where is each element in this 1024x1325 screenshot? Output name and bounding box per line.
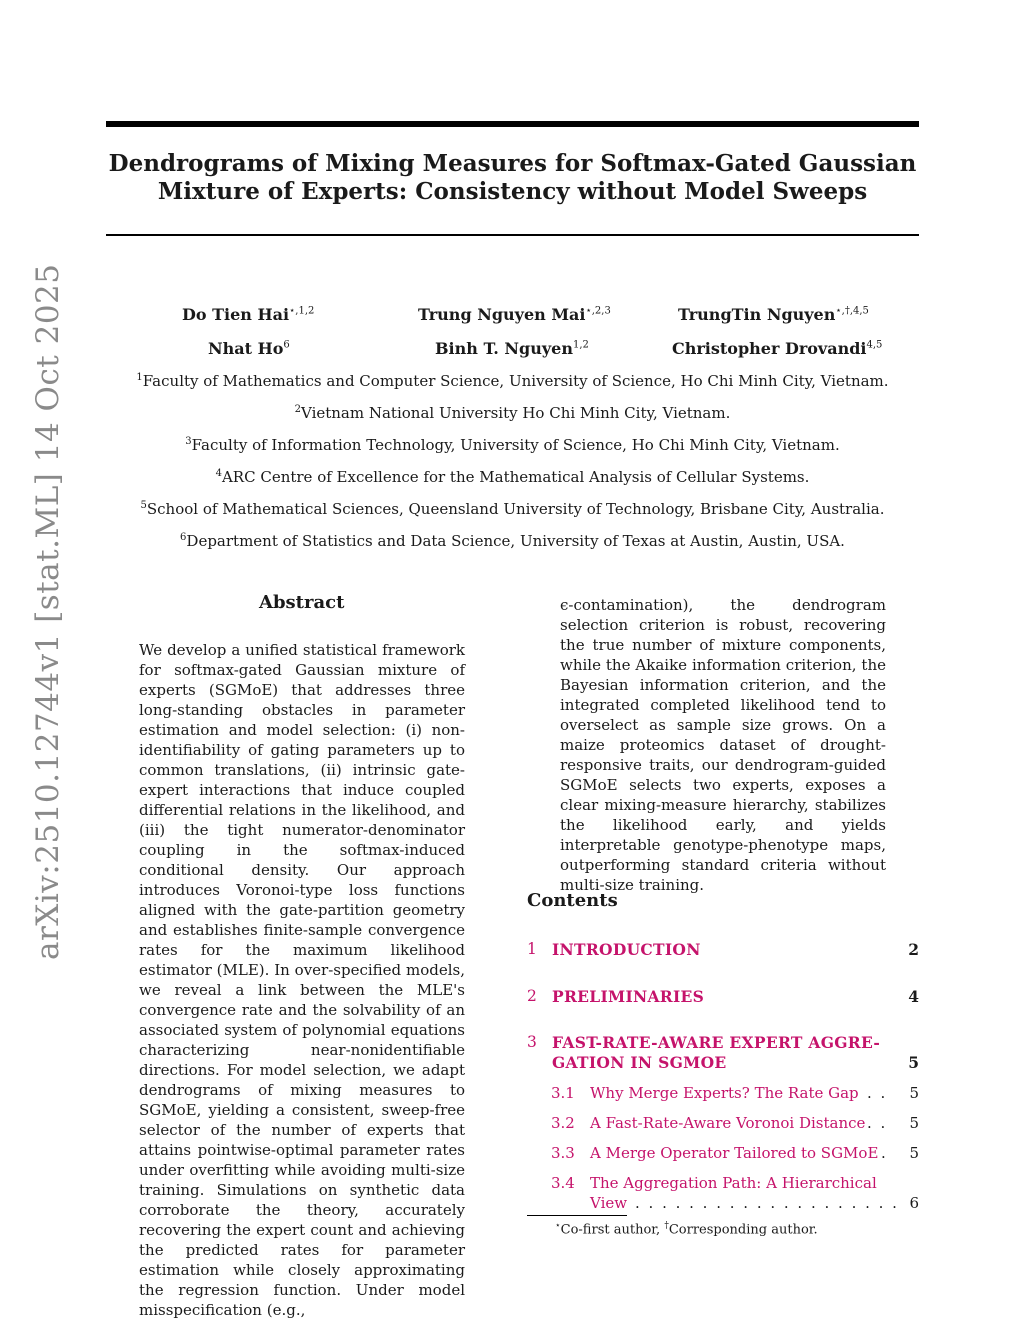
arxiv-identifier-stamp: arXiv:2510.12744v1 [stat.ML] 14 Oct 2025 [30, 263, 66, 960]
author-3-marks: ⋆,†,4,5 [835, 305, 869, 317]
affiliation-6: $^6$Department of Statistics and Data Science, University of Texas at Austin, Austin, USA. [180, 532, 845, 550]
author-5-marks: 1,2 [572, 339, 589, 351]
toc-subsection-3-4[interactable]: 3.4 The Aggregation Path: A Hierarchical View . . . . . . . . . . . . . . . . . . . . 6 [551, 1174, 919, 1212]
abstract-body-right: ϵ-contamination), the dendrogram selection criterion is robust, recovering the true number of mixture components, while the Akaike information criterion, the Bayesian information criterion, and the integrated completed likelihood tend to overselect as sample size grows. On a maize proteomics dataset of drought-responsive traits, our dendrogram-guided SGMoE selects two experts, exposes a clear mixing-measure hierarchy, stabilizes the likelihood early, and yields interpretable genotype-phenotype maps, outperforming standard criteria without multi-size training. [560, 596, 886, 894]
author-5: Binh T. Nguyen$^{1,2}$ [435, 339, 589, 358]
affiliation-1: $^1$Faculty of Mathematics and Computer Science, University of Science, Ho Chi Minh City, Vietnam. [136, 372, 889, 390]
author-1: Do Tien Hai$^{⋆,1,2}$ [182, 305, 315, 324]
abstract-heading: Abstract [259, 592, 345, 613]
abstract-body-left: We develop a unified statistical framework for softmax-gated Gaussian mixture of experts (SGMoE) that addresses three long-standing obstacles in parameter estimation and model selection: (i) non-identifiability of gating parameters up to common translations, (ii) intrinsic gate-expert interactions that induce coupled differential relations in the likelihood, and (iii) the tight numerator-denominator coupling in the softmax-induced conditional density. Our approach introduces Voronoi-type loss functions aligned with the gate-partition geometry and establishes finite-sample convergence rates for the maximum likelihood estimator (MLE). In over-specified models, we reveal a link between the MLE's convergence rate and the solvability of an associated system of polynomial equations characterizing near-nonidentifiable directions. For model selection, we adapt dendrograms of mixing measures to SGMoE, yielding a consistent, sweep-free selector of the number of experts that attains pointwise-optimal parameter rates under overfitting while avoiding multi-size training. Simulations on synthetic data corroborate the theory, accurately recovering the expert count and achieving the predicted rates for parameter estimation while closely approximating the regression function. Under model misspecification (e.g., [139, 641, 465, 1319]
footnote-rule [527, 1215, 627, 1216]
toc-page-number: 4 [908, 987, 919, 1006]
toc-page-number: 5 [909, 1144, 919, 1162]
paper-title [106, 150, 919, 206]
title-line-2: Mixture of Experts: Consistency without Model Sweeps [157, 178, 868, 205]
author-2: Trung Nguyen Mai$^{⋆,2,3}$ [418, 305, 611, 324]
author-6-marks: 4,5 [866, 339, 883, 351]
toc-page-number: 5 [908, 1053, 919, 1072]
author-4-marks: 6 [283, 339, 290, 351]
affiliation-3: $^3$Faculty of Information Technology, University of Science, Ho Chi Minh City, Vietnam. [185, 436, 840, 454]
title-line-1: Dendrograms of Mixing Measures for Softmax-Gated Gaussian [108, 150, 917, 177]
toc-page-number: 5 [909, 1084, 919, 1102]
footnote: ⋆Co-first author, †Corresponding author. [555, 1221, 818, 1238]
toc-page-number: 6 [909, 1194, 919, 1212]
author-2-marks: ⋆,2,3 [585, 305, 611, 317]
title-top-rule [106, 121, 919, 127]
author-6: Christopher Drovandi$^{4,5}$ [672, 339, 883, 358]
author-4: Nhat Ho$^6$ [208, 339, 290, 358]
author-1-marks: ⋆,1,2 [289, 305, 315, 317]
toc-page-number: 2 [908, 940, 919, 959]
author-3: TrungTin Nguyen$^{⋆,\dagger,4,5}$ [678, 305, 869, 324]
toc-section-3[interactable]: 3 FAST-RATE-AWARE EXPERT AGGRE- GATION IN SGMOE 5 [527, 1033, 919, 1072]
contents-heading: Contents [527, 890, 618, 911]
affiliation-5: $^5$School of Mathematical Sciences, Queensland University of Technology, Brisbane City, Australia. [140, 500, 885, 518]
title-bottom-rule [106, 234, 919, 236]
affiliation-4: $^4$ARC Centre of Excellence for the Mathematical Analysis of Cellular Systems. [215, 468, 810, 486]
toc-page-number: 5 [909, 1114, 919, 1132]
affiliation-2: $^2$Vietnam National University Ho Chi Minh City, Vietnam. [294, 404, 731, 422]
